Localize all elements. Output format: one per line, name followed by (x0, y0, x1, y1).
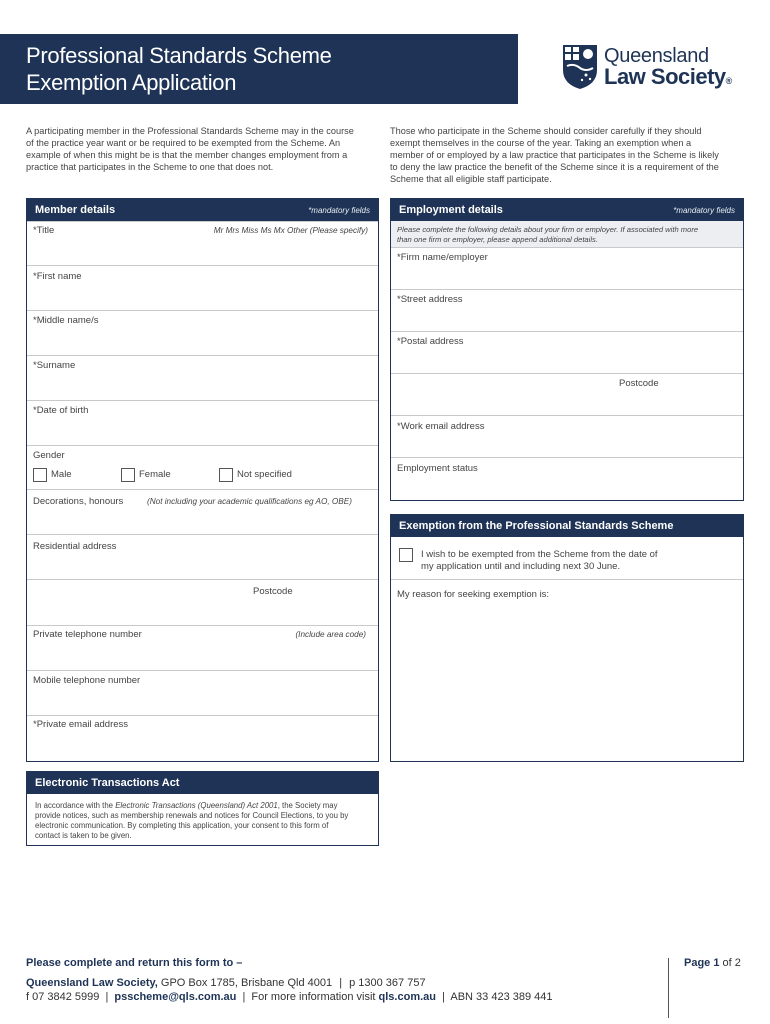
private-phone-label: Private telephone number (33, 629, 142, 640)
private-email-field[interactable] (27, 715, 378, 761)
member-details-panel (26, 198, 379, 762)
exemption-panel (390, 514, 744, 762)
employment-details-header (391, 199, 743, 221)
eta-header (27, 772, 378, 794)
gender-male-checkbox[interactable] (33, 468, 47, 482)
residential-postcode-label: Postcode (253, 586, 293, 597)
footer-address: GPO Box 1785, Brisbane Qld 4001 (160, 977, 333, 989)
residential-address-label: Residential address (33, 541, 117, 552)
employment-status-field[interactable] (391, 457, 743, 500)
page-num: 1 (713, 957, 720, 969)
page-title (26, 42, 332, 96)
employment-postcode-label: Postcode (619, 378, 659, 389)
member-details-header (27, 199, 378, 221)
street-address-field[interactable] (391, 289, 743, 332)
title-banner (0, 34, 518, 104)
first-name-label: *First name (33, 271, 82, 282)
postal-address-field[interactable] (391, 331, 743, 374)
employment-instructions-text: Please complete the following details about your firm or employer. If associated with more than one firm or employer, please append additional details. (397, 225, 699, 244)
title-label: *Title (33, 225, 55, 236)
exemption-wish-row (391, 537, 743, 579)
logo-text-law-society-label: Law Society (604, 64, 726, 89)
gender-not-specified-checkbox[interactable] (219, 468, 233, 482)
exemption-wish-checkbox[interactable] (399, 548, 413, 562)
private-phone-field[interactable] (27, 625, 378, 671)
employment-details-heading: Employment details (399, 204, 503, 216)
firm-name-field[interactable] (391, 247, 743, 290)
mobile-phone-label: Mobile telephone number (33, 675, 141, 686)
decorations-label: Decorations, honours (33, 496, 124, 507)
page-of: of 2 (722, 957, 741, 969)
title-line-1: Professional Standards Scheme (26, 43, 332, 68)
exemption-wish-line1: I wish to be exempted from the Scheme from the date of (421, 549, 658, 560)
footer-phone: p 1300 367 757 (349, 977, 426, 989)
page-number (684, 957, 741, 969)
surname-label: *Surname (33, 360, 76, 371)
mobile-phone-field[interactable] (27, 670, 378, 716)
eta-act-name: Electronic Transactions (Queensland) Act 2001 (115, 801, 278, 810)
gender-male-label: Male (51, 469, 72, 480)
exemption-reason-field[interactable] (391, 579, 743, 760)
surname-field[interactable] (27, 355, 378, 401)
footer-more-info: For more information visit (251, 991, 376, 1003)
gender-female-label: Female (139, 469, 171, 480)
firm-name-label: *Firm name/employer (397, 252, 488, 263)
page-word: Page (684, 957, 711, 969)
eta-heading: Electronic Transactions Act (35, 777, 180, 789)
exemption-heading: Exemption from the Professional Standards Scheme (399, 520, 674, 532)
private-email-label: *Private email address (33, 719, 129, 730)
logo-text-law-society (604, 64, 732, 90)
eta-text-part1: In accordance with the (35, 801, 114, 810)
decorations-field[interactable] (27, 489, 378, 535)
exemption-reason-label: My reason for seeking exemption is: (397, 589, 550, 600)
employment-status-label: Employment status (397, 463, 478, 474)
exemption-wish-line2: my application until and including next 30 June. (421, 561, 621, 572)
qls-logo (562, 44, 752, 92)
title-options: Mr Mrs Miss Ms Mx Other (Please specify) (213, 226, 368, 235)
footer-org: Queensland Law Society, (26, 977, 158, 989)
gender-not-specified-label: Not specified (237, 469, 292, 480)
footer-return-heading: Please complete and return this form to – (26, 957, 243, 969)
exemption-header (391, 515, 743, 537)
dob-label: *Date of birth (33, 405, 89, 416)
registered-mark: ® (725, 76, 732, 86)
intro-left-paragraph: A participating member in the Professional Standards Scheme may in the course of the practice year want or be required to be exempted from the Scheme. An example of when this might be is that the member changes employment from a practice that participates in the Scheme to one that does not. (26, 126, 354, 172)
member-details-heading: Member details (35, 204, 116, 216)
employment-instructions (391, 221, 743, 247)
employment-postcode-field[interactable] (391, 373, 743, 416)
work-email-field[interactable] (391, 415, 743, 458)
middle-name-field[interactable] (27, 310, 378, 356)
work-email-label: *Work email address (397, 421, 485, 432)
mandatory-fields-note: *mandatory fields (308, 206, 370, 215)
footer-fax: f 07 3842 5999 (26, 991, 100, 1003)
residential-postcode-field[interactable] (27, 579, 378, 626)
employment-mandatory-note: *mandatory fields (673, 206, 735, 215)
gender-field (27, 445, 378, 490)
intro-right-paragraph: Those who participate in the Scheme should consider carefully if they should exempt themselves in the course of the year. Taking an exemption when a member of or employed by a law practice that participates in the Scheme is likely to deny the law practice the benefit of the Scheme since it is a requirement of the Scheme that all eligible staff participate. (390, 126, 719, 184)
dob-field[interactable] (27, 400, 378, 446)
footer-site-link[interactable]: qls.com.au (378, 991, 436, 1003)
logo-text-queensland: Queensland (604, 45, 709, 67)
shield-logo-icon (562, 44, 598, 90)
electronic-transactions-panel (26, 771, 379, 846)
gender-female-checkbox[interactable] (121, 468, 135, 482)
footer-divider (668, 958, 669, 1018)
decorations-note: (Not including your academic qualifications eg AO, OBE) (147, 497, 352, 506)
footer-line-1: Queensland Law Society, GPO Box 1785, Brisbane Qld 4001 | p 1300 367 757 (26, 977, 426, 989)
middle-name-label: *Middle name/s (33, 315, 99, 326)
phone-note: (Include area code) (295, 630, 366, 639)
street-address-label: *Street address (397, 294, 463, 305)
footer-email-link[interactable]: psscheme@qls.com.au (114, 991, 237, 1003)
gender-label: Gender (33, 450, 65, 461)
residential-address-field[interactable] (27, 534, 378, 580)
title-field[interactable] (27, 221, 378, 266)
footer-abn: ABN 33 423 389 441 (450, 991, 553, 1003)
first-name-field[interactable] (27, 265, 378, 311)
employment-details-panel (390, 198, 744, 501)
eta-text (35, 801, 354, 841)
eta-text-part2: , the Society may provide notices, such as membership renewals and notices for Council Elections, to you by electronic communication. By completing this application, your consent to this form of contact is taken to be given. (35, 801, 349, 840)
title-line-2: Exemption Application (26, 70, 237, 95)
postal-address-label: *Postal address (397, 336, 464, 347)
footer-line-2: f 07 3842 5999 | psscheme@qls.com.au | For more information visit qls.com.au | ABN 33 423 389 441 (26, 991, 553, 1003)
